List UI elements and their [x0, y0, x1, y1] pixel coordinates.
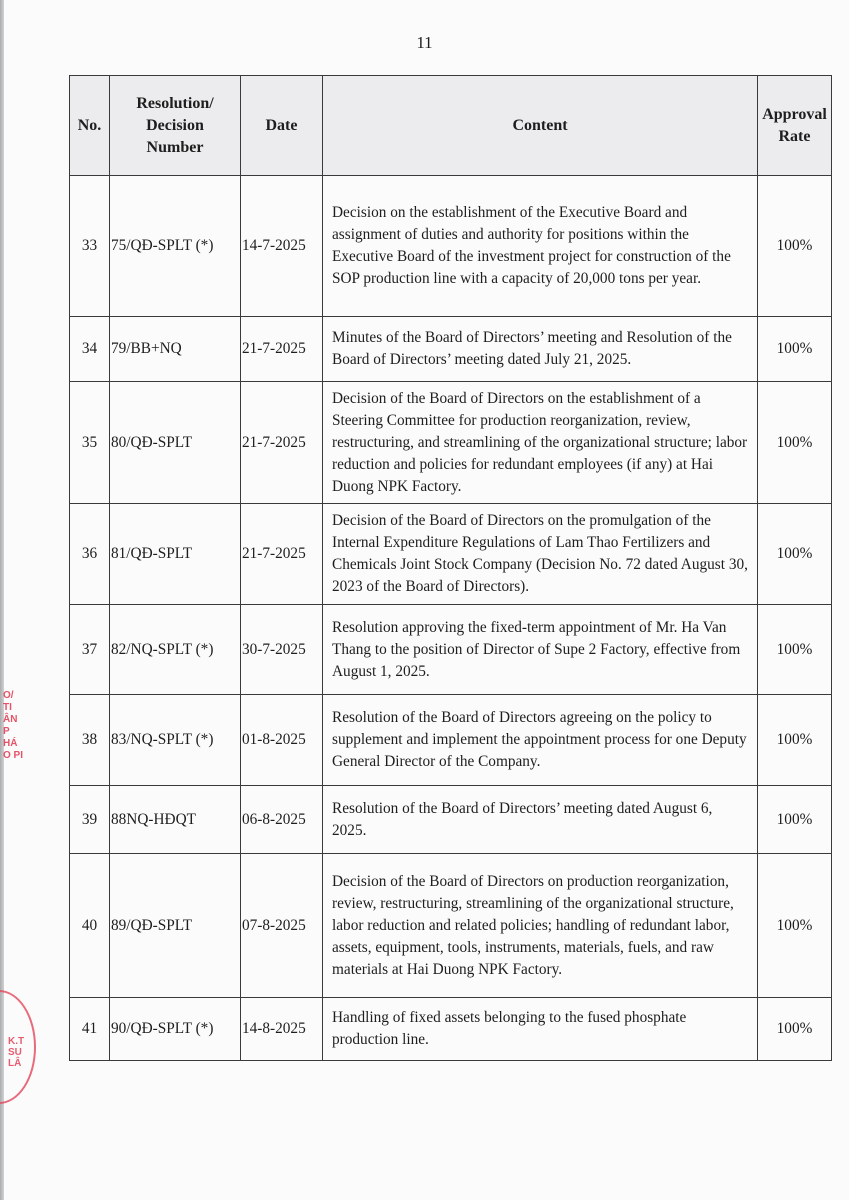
- row-date: 06-8-2025: [241, 786, 323, 854]
- row-approval-rate: 100%: [758, 382, 832, 504]
- table-row: [70, 854, 832, 998]
- row-date: 21-7-2025: [241, 382, 323, 504]
- resolutions-table: [69, 75, 832, 1061]
- header-content: Content: [323, 76, 758, 176]
- row-decision-number: 79/BB+NQ: [110, 317, 241, 382]
- row-date: 21-7-2025: [241, 504, 323, 605]
- row-approval-rate: 100%: [758, 998, 832, 1061]
- row-content: Decision on the establishment of the Executive Board and assignment of duties and authority for positions within the Executive Board of the investment project for construction of the SOP production line with a capacity of 20,000 tons per year.: [323, 176, 758, 317]
- table-row: [70, 695, 832, 786]
- row-no: 34: [70, 317, 110, 382]
- row-no: 33: [70, 176, 110, 317]
- red-stamp-seal-bottom: [0, 990, 36, 1104]
- table-header-row: [70, 76, 832, 176]
- row-content: Resolution of the Board of Directors’ meeting dated August 6, 2025.: [323, 786, 758, 854]
- row-no: 36: [70, 504, 110, 605]
- row-approval-rate: 100%: [758, 695, 832, 786]
- row-date: 21-7-2025: [241, 317, 323, 382]
- header-date: Date: [241, 76, 323, 176]
- row-date: 07-8-2025: [241, 854, 323, 998]
- stamp-seal-text: K.T SU LÂ: [8, 1036, 25, 1069]
- table-row: [70, 998, 832, 1061]
- row-content: Resolution approving the fixed-term appointment of Mr. Ha Van Thang to the position of Director of Supe 2 Factory, effective from August 1, 2025.: [323, 605, 758, 695]
- header-approval-rate: Approval Rate: [758, 76, 832, 176]
- row-date: 01-8-2025: [241, 695, 323, 786]
- row-content: Resolution of the Board of Directors agreeing on the policy to supplement and implement the appointment process for one Deputy General Director of the Company.: [323, 695, 758, 786]
- header-no: No.: [70, 76, 110, 176]
- table-row: [70, 504, 832, 605]
- row-decision-number: 82/NQ-SPLT (*): [110, 605, 241, 695]
- row-approval-rate: 100%: [758, 317, 832, 382]
- row-decision-number: 90/QĐ-SPLT (*): [110, 998, 241, 1061]
- row-approval-rate: 100%: [758, 504, 832, 605]
- row-decision-number: 83/NQ-SPLT (*): [110, 695, 241, 786]
- table-row: [70, 317, 832, 382]
- row-no: 39: [70, 786, 110, 854]
- row-no: 37: [70, 605, 110, 695]
- page-number: 11: [416, 33, 433, 52]
- row-decision-number: 81/QĐ-SPLT: [110, 504, 241, 605]
- table-row: [70, 605, 832, 695]
- row-content: Handling of fixed assets belonging to the fused phosphate production line.: [323, 998, 758, 1061]
- row-content: Decision of the Board of Directors on production reorganization, review, restructuring, streamlining of the organizational structure, labor reduction and related policies; handling of redundant labor, assets, equipment, tools, instruments, materials, fuels, and raw materials at Hai Duong NPK Factory.: [323, 854, 758, 998]
- row-no: 41: [70, 998, 110, 1061]
- row-decision-number: 75/QĐ-SPLT (*): [110, 176, 241, 317]
- table-row: [70, 786, 832, 854]
- row-content: Minutes of the Board of Directors’ meeting and Resolution of the Board of Directors’ meeting dated July 21, 2025.: [323, 317, 758, 382]
- row-content: Decision of the Board of Directors on the promulgation of the Internal Expenditure Regulations of Lam Thao Fertilizers and Chemicals Joint Stock Company (Decision No. 72 dated August 30, 2023 of the Board of Directors).: [323, 504, 758, 605]
- row-date: 30-7-2025: [241, 605, 323, 695]
- row-approval-rate: 100%: [758, 605, 832, 695]
- table-row: [70, 176, 832, 317]
- row-approval-rate: 100%: [758, 786, 832, 854]
- row-date: 14-7-2025: [241, 176, 323, 317]
- row-date: 14-8-2025: [241, 998, 323, 1061]
- table-row: [70, 382, 832, 504]
- row-no: 38: [70, 695, 110, 786]
- row-content: Decision of the Board of Directors on the establishment of a Steering Committee for production reorganization, review, restructuring, and streamlining of the organizational structure; labor reduction and policies for redundant employees (if any) at Hai Duong NPK Factory.: [323, 382, 758, 504]
- row-approval-rate: 100%: [758, 176, 832, 317]
- row-approval-rate: 100%: [758, 854, 832, 998]
- row-no: 40: [70, 854, 110, 998]
- red-stamp-fragment-top: O/ TI ÂN P HÁ O PI: [3, 690, 24, 761]
- row-decision-number: 88NQ-HĐQT: [110, 786, 241, 854]
- row-no: 35: [70, 382, 110, 504]
- row-decision-number: 80/QĐ-SPLT: [110, 382, 241, 504]
- row-decision-number: 89/QĐ-SPLT: [110, 854, 241, 998]
- header-decision-number: Resolution/ Decision Number: [110, 76, 241, 176]
